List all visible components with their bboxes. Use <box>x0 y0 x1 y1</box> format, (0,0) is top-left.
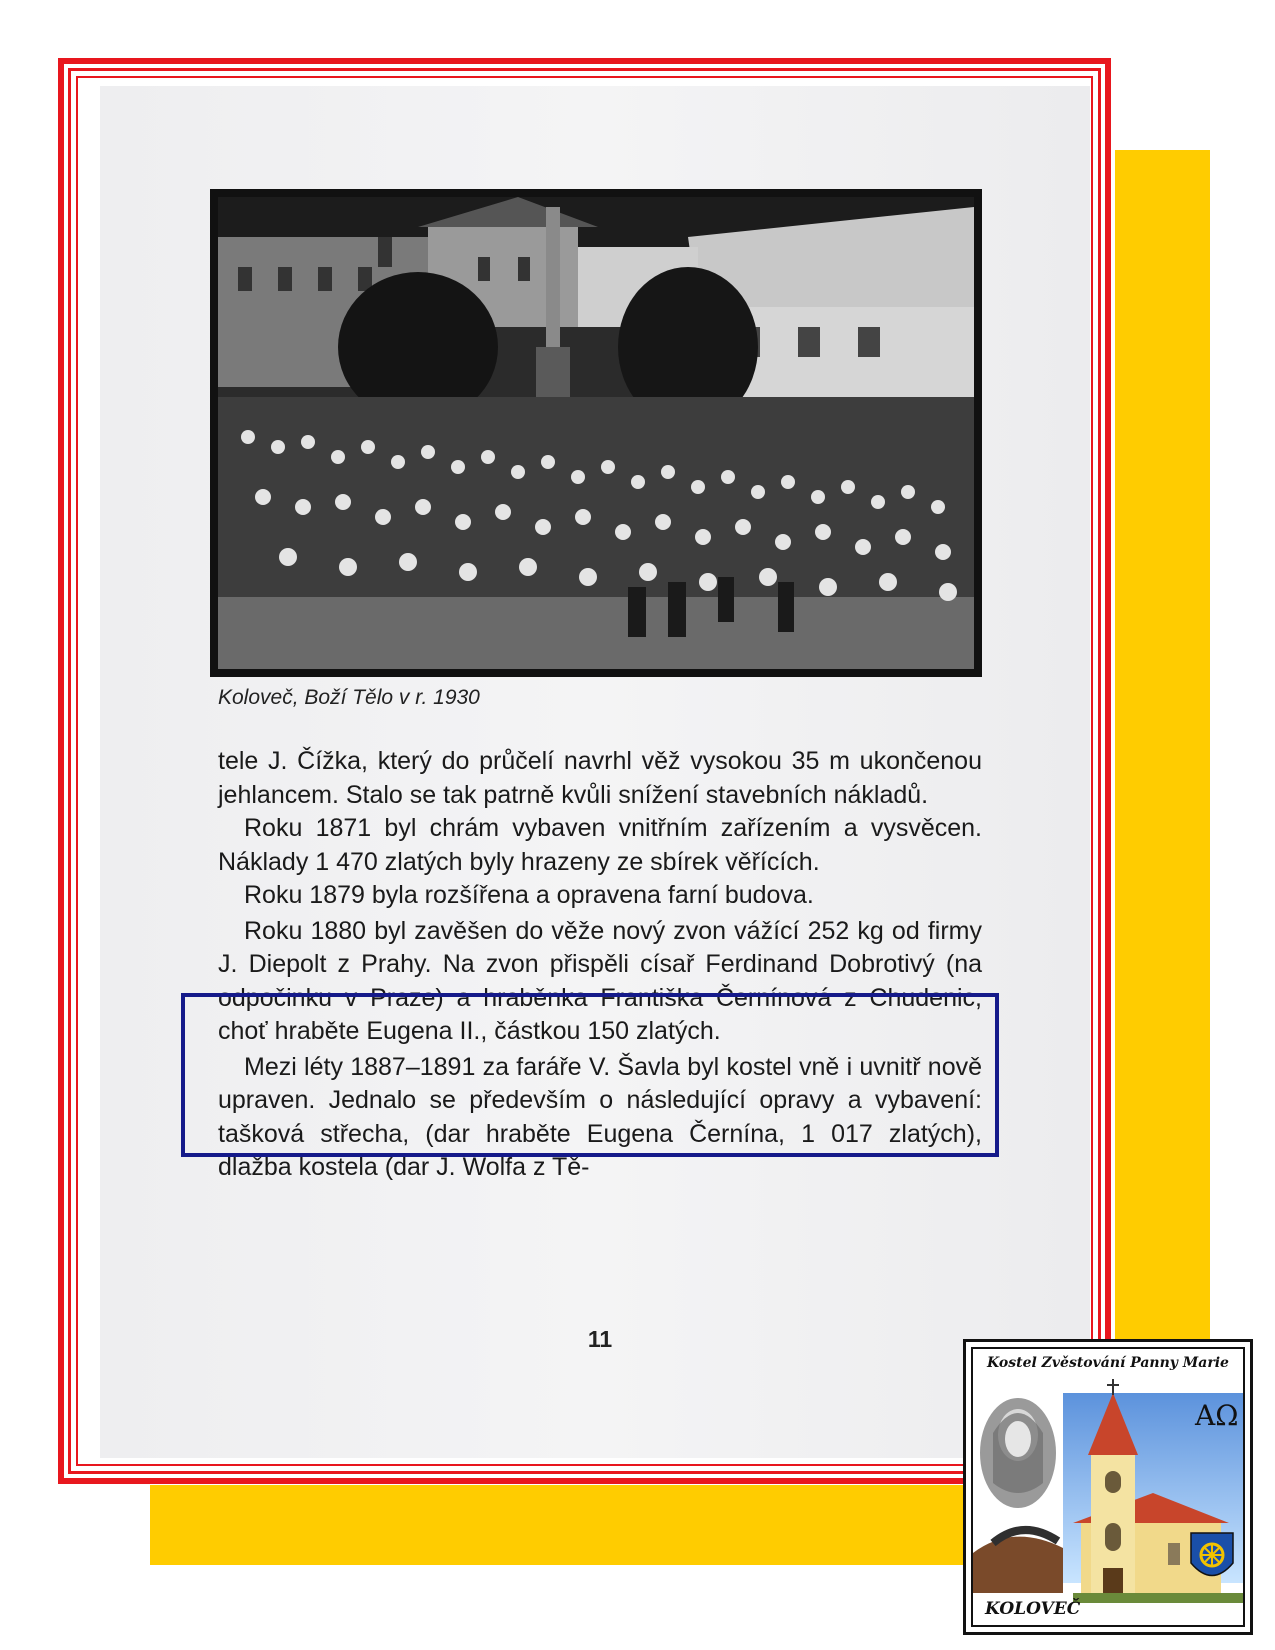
church-badge <box>963 1339 1253 1635</box>
badge-place-name: KOLOVEČ <box>985 1599 1081 1619</box>
paragraph-5: Mezi léty 1887–1891 za faráře V. Šavla byl kostel vně i uvnitř nově upraven. Jednalo se především o následující opravy a vybavení: tašková střecha, (dar hraběte Eugena Černína, 1 017 zlatých), dlažba kostela (dar J. Wolfa z Tě- <box>218 1052 982 1181</box>
paragraph-3: Roku 1879 byla rozšířena a opravena farní budova. <box>244 881 814 909</box>
page-number: 11 <box>587 1326 613 1352</box>
alpha-omega-monogram: AΩ <box>1195 1399 1239 1432</box>
photo-illustration <box>218 197 974 669</box>
coat-of-arms-icon <box>1191 1533 1233 1576</box>
photo-caption: Koloveč, Boží Tělo v r. 1930 <box>218 686 480 709</box>
paragraph-2: Roku 1871 byl chrám vybaven vnitřním zařízením a vysvěcen. Náklady 1 470 zlatých byly hrazeny ze sbírek věřících. <box>218 814 982 876</box>
badge-title: Kostel Zvěstování Panny Marie <box>987 1355 1229 1371</box>
highlight-box <box>181 993 999 1157</box>
church-illustration <box>973 1373 1245 1613</box>
historic-photo-procession <box>210 189 982 677</box>
paragraph-4: Roku 1880 byl zavěšen do věže nový zvon vážící 252 kg od firmy J. Diepolt z Prahy. Na zvon přispěli císař Ferdinand Dobrotivý (na odpočinku v Praze) a hraběnka Františka Černínová z Chudenic, choť hraběte Eugena II., částkou 150 zlatých. <box>218 916 982 1045</box>
badge-frame <box>971 1347 1245 1627</box>
paragraph-1: tele J. Čížka, který do průčelí navrhl věž vysokou 35 m ukončenou jehlancem. Stalo se tak patrně kvůli snížení stavebních nákladů. <box>218 747 982 809</box>
